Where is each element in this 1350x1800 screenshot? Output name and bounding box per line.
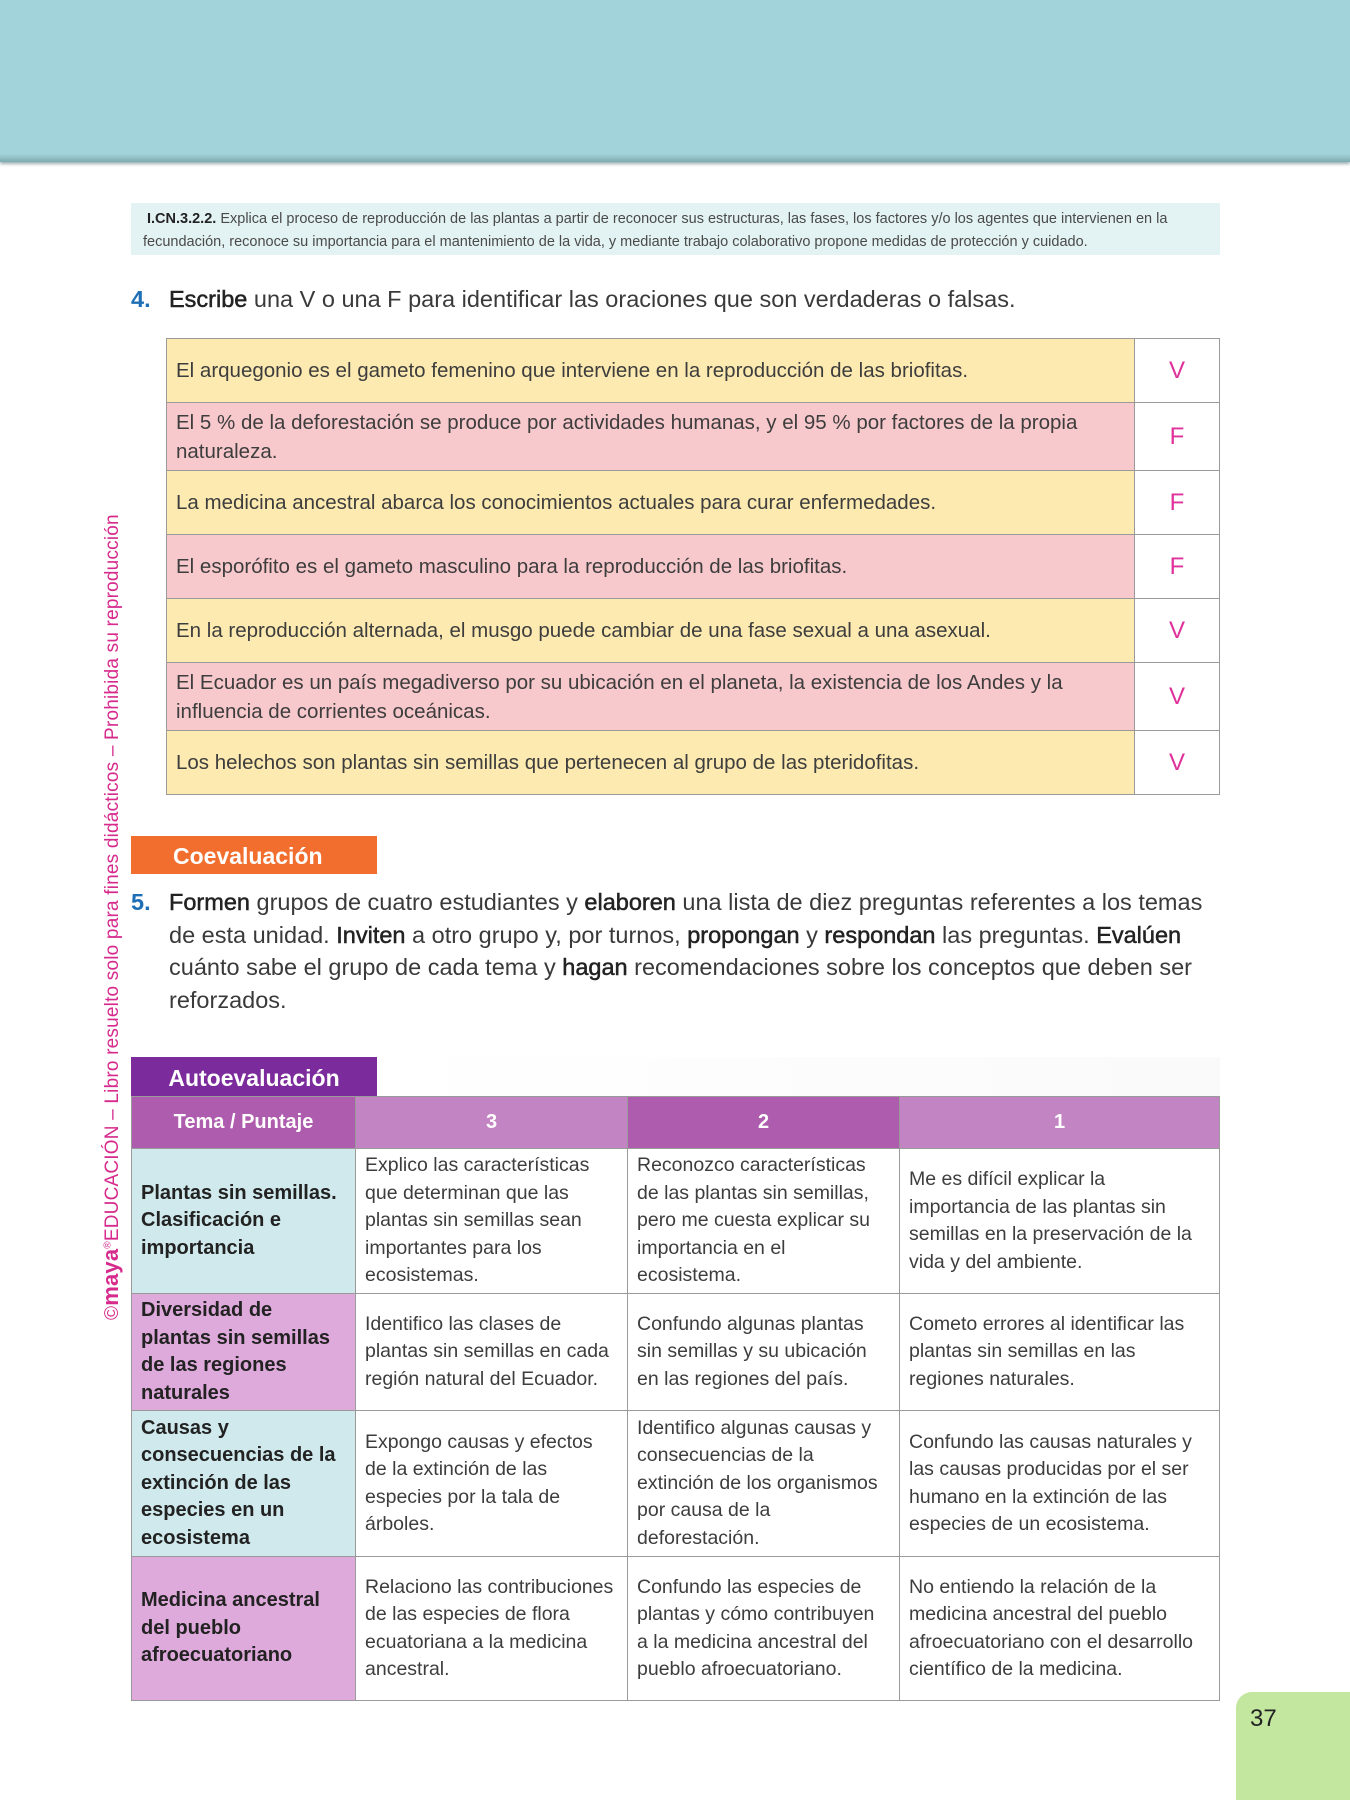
statement-row bbox=[167, 339, 1220, 403]
answer-cell[interactable]: F bbox=[1135, 471, 1220, 535]
learning-indicator bbox=[131, 203, 1220, 255]
rubric-cell-score-3: Relaciono las contribuciones de las especies de flora ecuatoriana a la medicina ancestral. bbox=[356, 1557, 628, 1701]
answer-cell[interactable]: V bbox=[1135, 663, 1220, 731]
rubric-cell-score-3: Explico las características que determinan que las plantas sin semillas sean importantes para los ecosistemas. bbox=[356, 1149, 628, 1294]
autoevaluacion-tab-strip bbox=[377, 1057, 1220, 1097]
instruction-verb: propongan bbox=[687, 921, 800, 948]
instruction-text: recomendaciones sobre los conceptos que deben ser reforzados. bbox=[169, 954, 1192, 1013]
instruction-verb: Inviten bbox=[336, 921, 406, 948]
side-note-text: EDUCACIÓN – Libro resuelto solo para fines didácticos – Prohibida su reproducción bbox=[102, 514, 123, 1242]
question-text: una V o una F para identificar las oraciones que son verdaderas o falsas. bbox=[247, 286, 1016, 312]
rubric-cell-score-1: Me es difícil explicar la importancia de las plantas sin semillas en la preservación de la vida y del ambiente. bbox=[900, 1149, 1220, 1294]
instruction-verb: Formen bbox=[169, 889, 250, 915]
page-number: 37 bbox=[1236, 1692, 1350, 1800]
rubric-cell-score-2: Confundo las especies de plantas y cómo contribuyen a la medicina ancestral del pueblo afroecuatoriano. bbox=[628, 1557, 900, 1701]
rubric-row bbox=[132, 1294, 1220, 1411]
self-assessment-rubric bbox=[131, 1096, 1220, 1701]
rubric-cell-score-1: No entiendo la relación de la medicina ancestral del pueblo afroecuatoriano con el desarrollo científico de la medicina. bbox=[900, 1557, 1220, 1701]
rubric-cell-score-3: Expongo causas y efectos de la extinción de las especies por la tala de árboles. bbox=[356, 1411, 628, 1557]
answer-cell[interactable]: V bbox=[1135, 599, 1220, 663]
coevaluacion-tab: Coevaluación bbox=[131, 836, 377, 874]
instruction-verb: elaboren bbox=[584, 889, 676, 915]
statement-text: La medicina ancestral abarca los conocimientos actuales para curar enfermedades. bbox=[167, 471, 1135, 535]
statement-row bbox=[167, 471, 1220, 535]
statement-text: El arquegonio es el gameto femenino que interviene en la reproducción de las briofitas. bbox=[167, 339, 1135, 403]
statement-text: Los helechos son plantas sin semillas que pertenecen al grupo de las pteridofitas. bbox=[167, 731, 1135, 795]
question-number: 5. bbox=[131, 889, 151, 915]
brand-logo: maya bbox=[98, 1248, 123, 1306]
copyright-symbol: © bbox=[102, 1305, 123, 1320]
rubric-header-score-1: 1 bbox=[900, 1097, 1220, 1149]
statement-text: El esporófito es el gameto masculino para la reproducción de las briofitas. bbox=[167, 535, 1135, 599]
instruction-text: grupos de cuatro estudiantes y bbox=[249, 889, 585, 915]
rubric-topic: Plantas sin semillas. Clasificación e importancia bbox=[132, 1149, 356, 1294]
rubric-cell-score-1: Cometo errores al identificar las plantas sin semillas en las regiones naturales. bbox=[900, 1294, 1220, 1411]
statement-row bbox=[167, 403, 1220, 471]
indicator-text: Explica el proceso de reproducción de las plantas a partir de reconocer sus estructuras, las fases, los factores y/o los agentes que intervienen en la fecundación, reconoce su importancia para el mantenimiento de la vida, y mediante trabajo colaborativo propone medidas de protección y cuidado. bbox=[143, 211, 1168, 250]
rubric-topic: Diversidad de plantas sin semillas de las regiones naturales bbox=[132, 1294, 356, 1411]
answer-cell[interactable]: V bbox=[1135, 731, 1220, 795]
statement-row bbox=[167, 663, 1220, 731]
question-text bbox=[169, 886, 1229, 1016]
statement-text: El Ecuador es un país megadiverso por su ubicación en el planeta, la existencia de los Andes y la influencia de corrientes oceánicas. bbox=[167, 663, 1135, 731]
rubric-topic: Causas y consecuencias de la extinción de las especies en un ecosistema bbox=[132, 1411, 356, 1557]
rubric-cell-score-1: Confundo las causas naturales y las causas producidas por el ser humano en la extinción de las especies de un ecosistema. bbox=[900, 1411, 1220, 1557]
answer-cell[interactable]: F bbox=[1135, 535, 1220, 599]
question-number: 4. bbox=[131, 286, 151, 312]
indicator-code: I.CN.3.2.2. bbox=[147, 211, 217, 227]
rubric-topic: Medicina ancestral del pueblo afroecuatoriano bbox=[132, 1557, 356, 1701]
instruction-text: una lista de diez preguntas referentes a los temas de esta unidad. bbox=[169, 889, 1203, 948]
statement-text: El 5 % de la deforestación se produce por actividades humanas, y el 95 % por factores de la propia naturaleza. bbox=[167, 403, 1135, 471]
instruction-verb: Evalúen bbox=[1096, 921, 1182, 948]
rubric-header-score-3: 3 bbox=[356, 1097, 628, 1149]
copyright-side-note bbox=[98, 514, 124, 1320]
instruction-text: las preguntas. bbox=[935, 921, 1097, 948]
rubric-cell-score-2: Confundo algunas plantas sin semillas y su ubicación en las regiones del país. bbox=[628, 1294, 900, 1411]
rubric-cell-score-3: Identifico las clases de plantas sin semillas en cada región natural del Ecuador. bbox=[356, 1294, 628, 1411]
registered-mark: ® bbox=[102, 1241, 114, 1249]
rubric-header-topic: Tema / Puntaje bbox=[132, 1097, 356, 1149]
statement-row bbox=[167, 535, 1220, 599]
question-4 bbox=[131, 283, 1016, 316]
instruction-verb: hagan bbox=[562, 954, 628, 980]
rubric-header-score-2: 2 bbox=[628, 1097, 900, 1149]
true-false-table bbox=[166, 338, 1220, 795]
rubric-cell-score-2: Identifico algunas causas y consecuencias de la extinción de los organismos por causa de la deforestación. bbox=[628, 1411, 900, 1557]
statement-row bbox=[167, 731, 1220, 795]
rubric-cell-score-2: Reconozco características de las plantas sin semillas, pero me cuesta explicar su importancia en el ecosistema. bbox=[628, 1149, 900, 1294]
question-verb: Escribe bbox=[169, 286, 248, 312]
instruction-verb: respondan bbox=[824, 921, 936, 948]
question-5 bbox=[131, 886, 1231, 1016]
statement-text: En la reproducción alternada, el musgo puede cambiar de una fase sexual a una asexual. bbox=[167, 599, 1135, 663]
answer-cell[interactable]: V bbox=[1135, 339, 1220, 403]
rubric-row bbox=[132, 1557, 1220, 1701]
instruction-text: a otro grupo y, por turnos, bbox=[405, 921, 688, 948]
rubric-header-row bbox=[132, 1097, 1220, 1149]
autoevaluacion-tab: Autoevaluación bbox=[131, 1057, 377, 1097]
instruction-text: cuánto sabe el grupo de cada tema y bbox=[169, 954, 563, 980]
answer-cell[interactable]: F bbox=[1135, 403, 1220, 471]
rubric-row bbox=[132, 1149, 1220, 1294]
header-band bbox=[0, 0, 1350, 162]
instruction-text: y bbox=[799, 921, 825, 948]
rubric-row bbox=[132, 1411, 1220, 1557]
statement-row bbox=[167, 599, 1220, 663]
